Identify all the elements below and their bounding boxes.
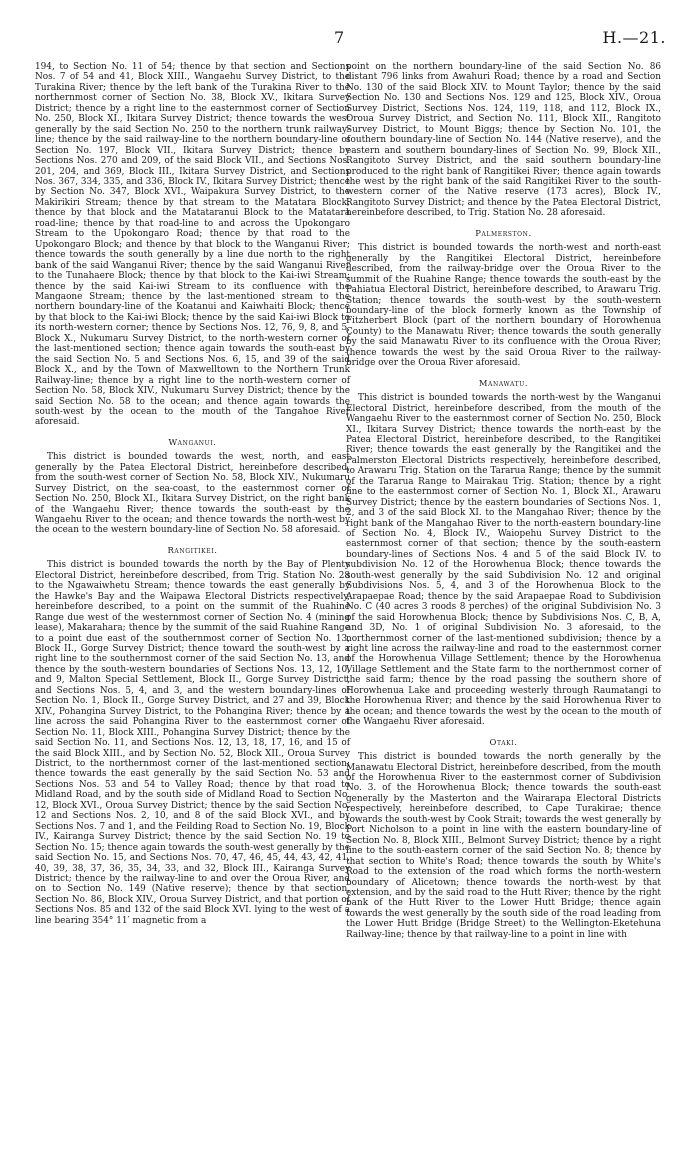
paragraph-palmerston: This district is bounded towards the north-west and north-east generally by the Rangitikei Electoral District, hereinbefore described, from the railway-bridge over the Oroua River to the summit of the Ruahine Range; thence towards the south-east by the Pahiatua Electoral District, hereinbefore described, to Arawaru Trig. Station; thence towards the south-west by the south-western boundary-line of the block formerly known as the Township of Fitzherbert Block (part of the northern boundary of Horowhenua County) to the Manawatu River; thence towards the south generally by the said Manawatu River to its confluence with the Oroua River; thence towards the west by the said Oroua River to the railway-bridge over the Oroua River aforesaid.	[346, 243, 661, 369]
paragraph-manawatu: This district is bounded towards the north-west by the Wanganui Electoral District, hereinbefore described, from the mouth of the Wangaehu River to the easternmost corner of Section No. 250, Block XI., Ikitara Survey District; thence towards the north-east by the Patea Electoral District, hereinbefore described, to the Rangitikei River; thence towards the east generally by the Rangitikei and the Palmerston Electoral Districts respectively, hereinbefore described, to Arawaru Trig. Station on the Tararua Range; thence by the summit of the Tararua Range to Mairakau Trig. Station; thence by a right line to the easternmost corner of Section No. 1, Block XI., Arawaru Survey District; thence by the eastern boundaries of Sections Nos. 1, 2, and 3 of the said Block XI. to the Mangahao River; thence by the right bank of the Mangahao River to the north-eastern boundary-line of Section No. 4, Block IV., Waiopehu Survey District to the easternmost corner of that section; thence by the south-eastern boundary-lines of Sections Nos. 4 and 5 of the said Block IV. to subdivision No. 12 of the Horowhenua Block; thence towards the south-west generally by the said Subdivision No. 12 and original Subdivisions Nos. 5, 4, and 3 of the Horowhenua Block to the Arapaepae Road; thence by the said Arapaepae Road to Subdivision No. C (40 acres 3 roods 8 perches) of the original Subdivision No. 3 of the said Horowhenua Block; thence by Subdivisions Nos. C, B, A, and 3D, No. 1 of original Subdivision No. 3 aforesaid, to the northernmost corner of the last-mentioned subdivision; thence by a right line across the railway-line and road to the easternmost corner of the Horowhenua Village Settlement; thence by the Horowhenua Village Settlement and the State farm to the northernmost corner of the said farm; thence by the road passing the southern shore of Horowhenua Lake and proceeding westerly through Raumatangi to the Horowhenua River; and thence by the said Horowhenua River to the ocean; and thence towards the west by the ocean to the mouth of the Wangaehu River aforesaid.	[346, 393, 661, 728]
document-reference: H.—21.	[602, 28, 666, 47]
paragraph-otaki: This district is bounded towards the north generally by the Manawatu Electoral District, hereinbefore described, from the mouth of the Horowhenua River to the easternmost corner of Subdivision No. 3. of the Horowhenua Block; thence towards the south-east generally by the Masterton and the Wairarapa Electoral Districts respectively, hereinbefore described, to Cape Turakirae; thence towards the south-west by Cook Strait; towards the west generally by Port Nicholson to a point in line with the eastern boundary-line of Section No. 8, Block XIII., Belmont Survey District; thence by a right line to the south-eastern corner of the said Section No. 8; thence by that section to White's Road; thence towards the south by White's Road to the extension of the road which forms the north-western boundary of Alicetown; thence towards the north-west by that extension, and by the said road to the Hutt River; thence by the right bank of the Hutt River to the Lower Hutt Bridge; thence again towards the west generally by the south side of the road leading from the Lower Hutt Bridge (Bridge Street) to the Wellington-Eketehuna Railway-line; thence by that railway-line to a point in line with	[346, 752, 661, 940]
paragraph-wanganui: This district is bounded towards the west, north, and east generally by the Patea Electoral District, hereinbefore described, from the south-west corner of Section No. 58, Block XIV., Nukumaru Survey District, on the sea-coast, to the easternmost corner of Section No. 250, Block XI., Ikitara Survey District, on the right bank of the Wangaehu River; thence towards the south-east by the Wangaehu River to the ocean; and thence towards the north-west by the ocean to the western boundary-line of Section No. 58 aforesaid.	[35, 452, 350, 536]
left-column	[35, 62, 350, 926]
paragraph-rangitikei: This district is bounded towards the north by the Bay of Plenty Electoral District, hereinbefore described, from Trig. Station No. 28 to the Ngawaiwhetu Stream; thence towards the east generally by the Hawke's Bay and the Waipawa Electoral Districts respectively, hereinbefore described, to a point on the summit of the Ruahine Range due west of the westernmost corner of Section No. 4 (mining lease), Makarahara; thence by the summit of the said Ruahine Range to a point due east of the southernmost corner of Section No. 13, Block II., Gorge Survey District; thence toward the south-west by a right line to the southernmost corner of the said Section No. 13, and thence by the south-western boundaries of Sections Nos. 13, 12, 10, and 9, Malton Special Settlement, Block II., Gorge Survey District, and Sections Nos. 5, 4, and 3, and the western boundary-lines of Section No. 1, Block II., Gorge Survey District, and 27 and 39, Block XIV., Pohangina Survey District, to the Pohangina River; thence by a line across the said Pohangina River to the easternmost corner of Section No. 11, Block XIII., Pohangina Survey District; thence by the said Section No. 11, and Sections Nos. 12, 13, 18, 17, 16, and 15 of the said Block XIII., and by Section No. 52, Block XII., Oroua Survey District, to the northernmost corner of the last-mentioned section; thence towards the east generally by the said Section No. 53 and Sections Nos. 53 and 54 to Valley Road; thence by that road to Midland Road, and by the south side of Midland Road to Section No. 12, Block XVI., Oroua Survey District; thence by the said Section No. 12 and Sections Nos. 2, 10, and 8 of the said Block XVI., and by Sections Nos. 7 and 1, and the Feilding Road to Section No. 19, Block IV., Kairanga Survey District; thence by the said Section No. 19 to Section No. 15; thence again towards the south-west generally by the said Section No. 15, and Sections Nos. 70, 47, 46, 45, 44, 43, 42, 41, 40, 39, 38, 37, 36, 35, 34, 33, and 32, Block III., Kairanga Survey District; thence by the railway-line to and over the Oroua River, and on to Section No. 149 (Native reserve); thence by that section, Section No. 86, Block XIV., Oroua Survey District, and that portion of Sections Nos. 85 and 132 of the said Block XVI. lying to the west of a line bearing 354° 11′ magnetic from a	[35, 560, 350, 926]
page-number: 7	[334, 28, 345, 47]
page-header	[0, 28, 700, 48]
heading-manawatu: Manawatu.	[478, 377, 529, 388]
right-column	[346, 62, 661, 940]
paragraph-continued-right: point on the northern boundary-line of the said Section No. 86 distant 796 links from Awahuri Road; thence by a road and Section No. 130 of the said Block XIV. to Mount Taylor; thence by the said Section No. 130 and Sections Nos. 129 and 125, Block XIV., Oroua Survey District, Sections Nos. 124, 119, 118, and 112, Block IX., Oroua Survey District, and Section No. 111, Block XII., Rangitoto Survey District, to Mount Biggs; thence by Section No. 101, the southern boundary-line of Section No. 144 (Native reserve), and the eastern and southern boundary-lines of Section No. 99, Block XII., Rangitoto Survey District, and the said southern boundary-line produced to the right bank of Rangitikei River; thence again towards the west by the right bank of the said Rangitikei River to the south-western corner of the Native reserve (173 acres), Block IV., Rangitoto Survey District; and thence by the Patea Electoral District, hereinbefore described, to Trig. Station No. 28 aforesaid.	[346, 62, 661, 219]
heading-palmerston: Palmerston.	[475, 227, 532, 238]
paragraph-continued: 194, to Section No. 11 of 54; thence by that section and Sections Nos. 7 of 54 and 41, Block XIII., Wangaehu Survey District, to the Turakina River; thence by the left bank of the Turakina River to the northernmost corner of Section No. 38, Block XV., Ikitara Survey District; thence by a right line to the easternmost corner of Section No. 250, Block XI., Ikitara Survey District; thence towards the west generally by the said Section No. 250 to the northern trunk railway-line; thence by the said railway-line to the northern boundary-line of Section No. 197, Block VII., Ikitara Survey District; thence by Sections Nos. 270 and 209, of the said Block VII., and Sections Nos. 201, 204, and 369, Block III., Ikitara Survey District, and Sections Nos. 367, 334, 335, and 336, Block IV., Ikitara Survey District; thence by Section No. 347, Block XVI., Waipakura Survey District, to the Makirikiri Stream; thence by that stream to the Matatara Block; thence by that block and the Matataranui Block to the Matatara road-line; thence by that road-line to and across the Upokongaro Stream to the Upokongaro Road; thence by that road to the Upokongaro Block; and thence by that block to the Wanganui River; thence towards the south generally by a line due north to the right bank of the said Wanganui River; thence by the said Wanganui River to the Tunahaere Block; thence by that block to the Kai-iwi Stream; thence by the said Kai-iwi Stream to its confluence with the Mangaone Stream; thence by the last-mentioned stream to the northern boundary-line of the Koatanui and Kaiwhaiti Block; thence by that block to the Kai-iwi Block; thence by the said Kai-iwi Block to its north-western corner; thence by Sections Nos. 12, 76, 9, 8, and 5, Block X., Nukumaru Survey District, to the north-western corner of the last-mentioned section; thence again towards the south-east by the said Section No. 5 and Sections Nos. 6, 15, and 39 of the said Block X., and by the Town of Maxwelltown to the Northern Trunk Railway-line; thence by a right line to the north-western corner of Section No. 58, Block XIV., Nukumaru Survey District; thence by the said Section No. 58 to the ocean; and thence again towards the south-west by the ocean to the mouth of the Tangahoe River aforesaid.	[35, 62, 350, 428]
heading-otaki: Otaki.	[489, 736, 518, 747]
heading-rangitikei: Rangitikei.	[167, 544, 218, 555]
heading-wanganui: Wanganui.	[168, 436, 217, 447]
